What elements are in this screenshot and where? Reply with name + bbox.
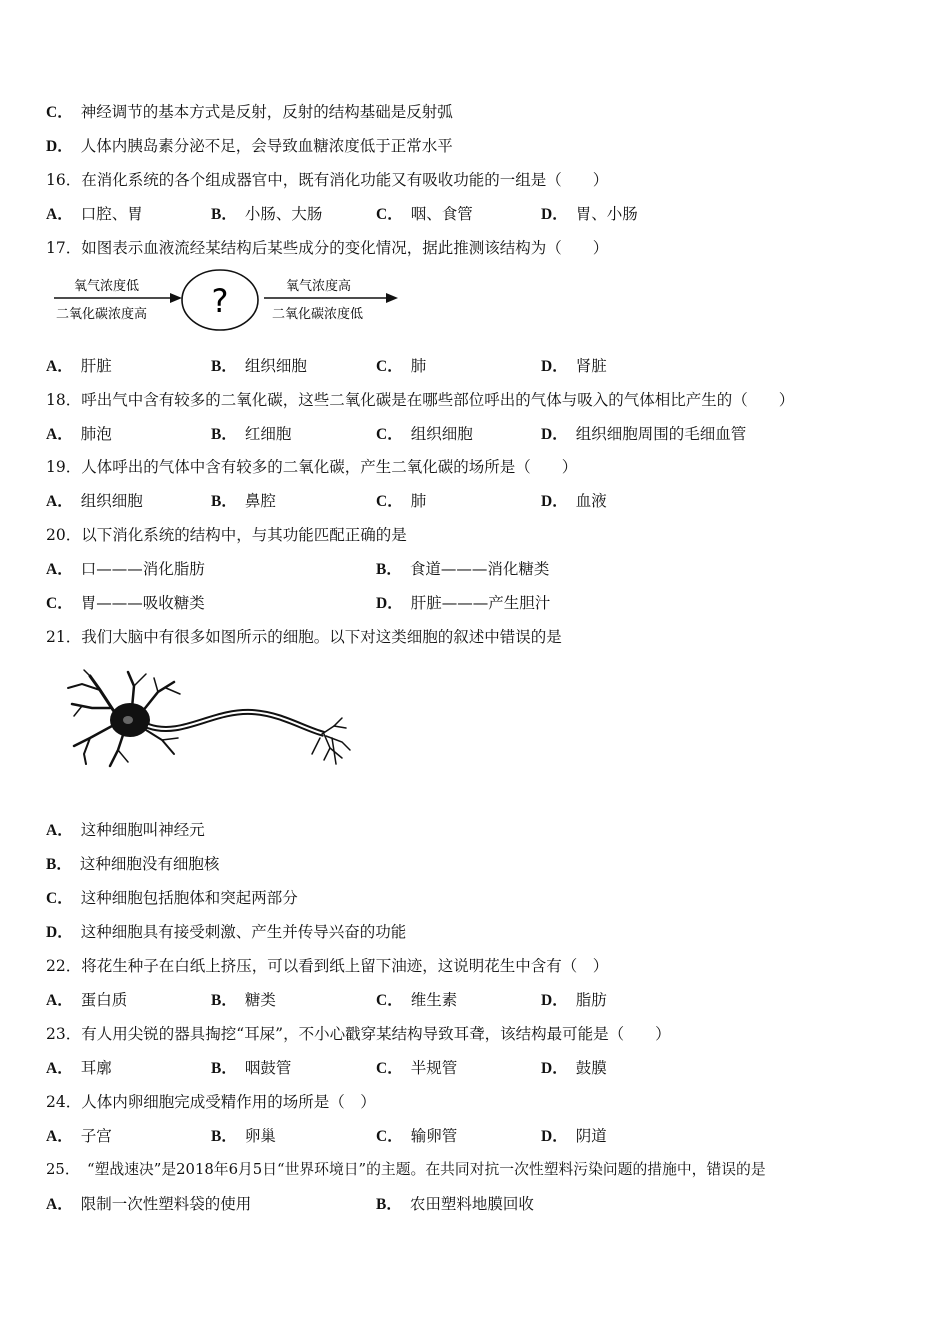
- option-label: A．: [46, 992, 73, 1009]
- option-label: C．: [376, 1060, 403, 1077]
- option-text: 输卵管: [410, 1127, 458, 1145]
- option-label: C．: [376, 1128, 403, 1145]
- option-label: B．: [211, 206, 237, 223]
- q20-option-a: [46, 559, 205, 580]
- q18-option-b: [211, 424, 291, 445]
- option-text: 限制一次性塑料袋的使用: [80, 1195, 252, 1213]
- right-arrow-head: [386, 293, 398, 303]
- q22-option-d: [541, 990, 607, 1011]
- q20-stem: 20．以下消化系统的结构中，与其功能匹配正确的是: [46, 526, 407, 544]
- q19-option-c: [376, 491, 426, 512]
- option-label: D．: [541, 1128, 568, 1145]
- option-text: 鼓膜: [575, 1059, 607, 1077]
- q20-option-b: [376, 559, 549, 580]
- option-text: 红细胞: [244, 425, 292, 443]
- option-label: A．: [46, 1060, 73, 1077]
- option-text: 组织细胞: [244, 357, 307, 375]
- axon-terminals: [312, 718, 350, 764]
- q17-stem: 17．如图表示血液流经某结构后某些成分的变化情况，据此推测该结构为（ ）: [46, 239, 609, 257]
- q24-option-c: [376, 1126, 457, 1147]
- option-label: D．: [541, 1060, 568, 1077]
- q19-option-b: [211, 491, 276, 512]
- option-text: 小肠、大肠: [244, 205, 323, 223]
- option-text: 肺泡: [80, 425, 112, 443]
- q20-option-d: [376, 593, 550, 614]
- q25-stem: 25． “塑战速决”是2018年6月5日“世界环境日”的主题。在共同对抗一次性塑料污染问题的措施中，错误的是: [46, 1161, 766, 1178]
- q15-option-c: [46, 102, 453, 123]
- q16-option-c: [376, 204, 473, 225]
- option-text: 肝脏: [80, 357, 112, 375]
- q17-figure: [50, 268, 410, 338]
- q23-stem: 23．有人用尖锐的器具掏挖“耳屎”，不小心戳穿某结构导致耳聋，该结构最可能是（ ）: [46, 1025, 671, 1043]
- option-label: B．: [211, 992, 237, 1009]
- option-text: 咽鼓管: [244, 1059, 292, 1077]
- option-label: C．: [46, 890, 73, 907]
- q18-option-d: [541, 424, 746, 445]
- option-label: D．: [541, 992, 568, 1009]
- q17-option-c: [376, 356, 426, 377]
- option-text: 肺: [410, 492, 427, 510]
- option-text: 这种细胞包括胞体和突起两部分: [80, 889, 298, 907]
- option-text: 鼻腔: [244, 492, 276, 510]
- option-label: D．: [541, 358, 568, 375]
- option-label: D．: [376, 595, 403, 612]
- neuron-figure: [62, 668, 352, 778]
- option-label: B．: [376, 1196, 402, 1213]
- option-text: 半规管: [410, 1059, 458, 1077]
- q20-option-c: [46, 593, 205, 614]
- option-label: B．: [211, 358, 237, 375]
- option-label: A．: [46, 206, 73, 223]
- q16-stem: 16．在消化系统的各个组成器官中，既有消化功能又有吸收功能的一组是（ ）: [46, 171, 609, 189]
- left-bottom-label: 二氧化碳浓度高: [56, 307, 148, 322]
- q24-stem: 24．人体内卵细胞完成受精作用的场所是（ ）: [46, 1093, 376, 1111]
- q24-option-b: [211, 1126, 276, 1147]
- option-label: B．: [376, 561, 402, 578]
- q18-option-c: [376, 424, 473, 445]
- q22-stem: 22．将花生种子在白纸上挤压，可以看到纸上留下油迹，这说明花生中含有（ ）: [46, 957, 609, 975]
- q25-option-a: [46, 1194, 251, 1215]
- option-label: A．: [46, 358, 73, 375]
- option-text: 脂肪: [575, 991, 607, 1009]
- q16-option-d: [541, 204, 638, 225]
- option-label: D．: [46, 138, 73, 155]
- option-label: B．: [211, 1128, 237, 1145]
- right-bottom-label: 二氧化碳浓度低: [272, 307, 364, 322]
- q19-option-a: [46, 491, 143, 512]
- option-text: 口腔、胃: [80, 205, 143, 223]
- option-text: 胃、小肠: [575, 205, 638, 223]
- option-label: A．: [46, 822, 73, 839]
- option-text: 糖类: [244, 991, 276, 1009]
- option-text: 组织细胞: [410, 425, 473, 443]
- option-text: 神经调节的基本方式是反射，反射的结构基础是反射弧: [80, 103, 453, 121]
- option-label: C．: [376, 426, 403, 443]
- option-text: 胃———吸收糖类: [80, 594, 205, 612]
- q18-option-a: [46, 424, 112, 445]
- q23-option-c: [376, 1058, 457, 1079]
- q17-option-b: [211, 356, 307, 377]
- q19-stem: 19．人体呼出的气体中含有较多的二氧化碳，产生二氧化碳的场所是（ ）: [46, 458, 578, 476]
- option-text: 食道———消化糖类: [409, 560, 550, 578]
- option-label: D．: [541, 206, 568, 223]
- option-label: B．: [211, 426, 237, 443]
- option-text: 人体内胰岛素分泌不足，会导致血糖浓度低于正常水平: [80, 137, 453, 155]
- option-label: D．: [46, 924, 73, 941]
- q21-option-b: [46, 854, 219, 875]
- option-text: 这种细胞没有细胞核: [79, 855, 220, 873]
- option-text: 组织细胞周围的毛细血管: [575, 425, 747, 443]
- neuron-nucleus: [123, 716, 133, 724]
- option-label: B．: [211, 493, 237, 510]
- q16-option-a: [46, 204, 143, 225]
- option-label: C．: [46, 104, 73, 121]
- option-text: 咽、食管: [410, 205, 473, 223]
- option-label: A．: [46, 1128, 73, 1145]
- option-text: 子宫: [80, 1127, 112, 1145]
- option-text: 阴道: [575, 1127, 607, 1145]
- option-label: D．: [541, 426, 568, 443]
- q17-option-a: [46, 356, 112, 377]
- option-label: C．: [376, 992, 403, 1009]
- option-label: C．: [376, 493, 403, 510]
- option-label: C．: [46, 595, 73, 612]
- option-text: 农田塑料地膜回收: [409, 1195, 534, 1213]
- q24-option-a: [46, 1126, 112, 1147]
- q22-option-c: [376, 990, 457, 1011]
- option-label: C．: [376, 358, 403, 375]
- option-label: B．: [211, 1060, 237, 1077]
- option-label: B．: [46, 856, 72, 873]
- option-text: 口———消化脂肪: [80, 560, 205, 578]
- q24-option-d: [541, 1126, 607, 1147]
- option-text: 耳廓: [80, 1059, 112, 1077]
- q15-option-d: [46, 136, 453, 157]
- option-label: A．: [46, 426, 73, 443]
- option-text: 肾脏: [575, 357, 607, 375]
- left-top-label: 氧气浓度低: [74, 279, 140, 294]
- q19-option-d: [541, 491, 607, 512]
- option-text: 卵巢: [244, 1127, 276, 1145]
- q17-option-d: [541, 356, 607, 377]
- q21-option-d: [46, 922, 406, 943]
- q25-option-b: [376, 1194, 534, 1215]
- q21-option-c: [46, 888, 298, 909]
- option-text: 蛋白质: [80, 991, 128, 1009]
- option-text: 肝脏———产生胆汁: [410, 594, 551, 612]
- q16-option-b: [211, 204, 322, 225]
- q18-stem: 18．呼出气中含有较多的二氧化碳，这些二氧化碳是在哪些部位呼出的气体与吸入的气体相比产生的（ ）: [46, 391, 795, 409]
- option-text: 维生素: [410, 991, 458, 1009]
- option-text: 血液: [575, 492, 607, 510]
- option-label: D．: [541, 493, 568, 510]
- q22-option-a: [46, 990, 127, 1011]
- option-text: 组织细胞: [80, 492, 143, 510]
- neuron-axon: [148, 712, 324, 734]
- q21-option-a: [46, 820, 205, 841]
- question-mark: ?: [211, 282, 229, 320]
- option-text: 肺: [410, 357, 427, 375]
- q22-option-b: [211, 990, 276, 1011]
- right-top-label: 氧气浓度高: [286, 279, 352, 294]
- q21-stem: 21．我们大脑中有很多如图所示的细胞。以下对这类细胞的叙述中错误的是: [46, 628, 562, 646]
- option-label: C．: [376, 206, 403, 223]
- option-text: 这种细胞具有接受刺激、产生并传导兴奋的功能: [80, 923, 407, 941]
- q23-option-a: [46, 1058, 112, 1079]
- option-label: A．: [46, 561, 73, 578]
- option-text: 这种细胞叫神经元: [80, 821, 205, 839]
- left-arrow-head: [170, 293, 182, 303]
- q23-option-b: [211, 1058, 291, 1079]
- option-label: A．: [46, 1196, 73, 1213]
- q23-option-d: [541, 1058, 607, 1079]
- option-label: A．: [46, 493, 73, 510]
